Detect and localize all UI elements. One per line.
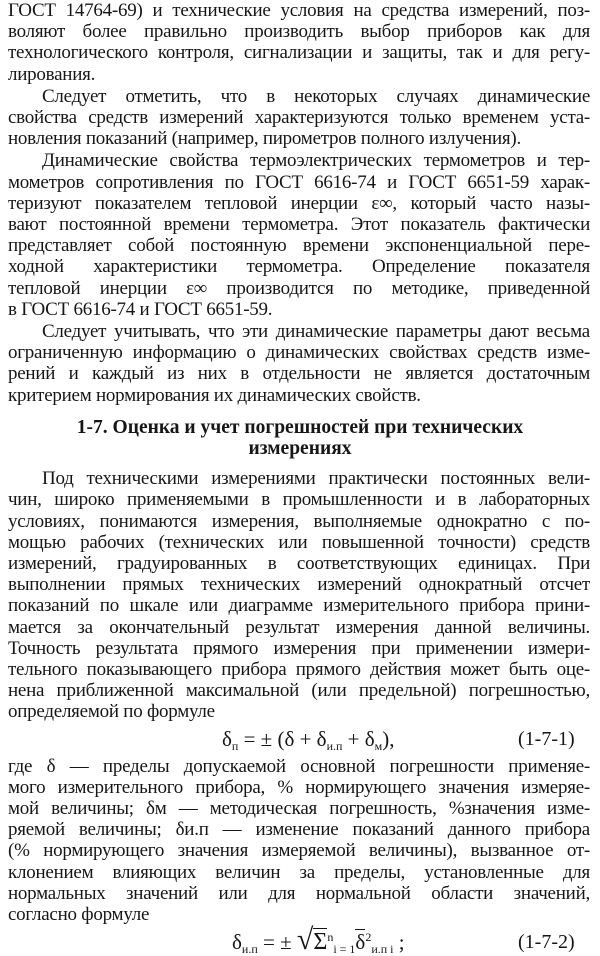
text-line: Под техническими измерениями практически постоянных вели- (42, 468, 590, 490)
formula-sub: п (231, 738, 239, 753)
formula-body: = ± (δ + δ (238, 726, 327, 751)
sigma-icon: Σ (313, 929, 328, 956)
formula-term: δ (355, 930, 366, 955)
formula-lhs: δ (222, 726, 232, 751)
equation-number: (1-7-1) (518, 727, 575, 750)
formula-body: ), (382, 726, 395, 751)
text-line: согласно формуле (8, 904, 150, 925)
formula-tail: ; (393, 930, 405, 955)
formula-sub: и.п (241, 942, 258, 956)
equation-number: (1-7-2) (518, 931, 575, 954)
text-line: технологического контроля, сигнализации и защиты, так и для регу- (8, 42, 590, 64)
text-line: измерений, градуированных в соответствующих единицах. При (8, 553, 590, 574)
text-line: нена приближенной максимальной (или предельной) погрешностью, (8, 680, 590, 702)
text-line: вают постоянной времени термометра. Этот показатель фактически (8, 214, 590, 235)
sum-lower: i = 1 (333, 942, 356, 956)
text-line: клонением влияющих величин за пределы, установленные для (8, 861, 590, 883)
text-line: мого измерительного прибора, % нормирующего значения измеряе- (8, 776, 590, 798)
formula-1-7-1 (222, 726, 395, 752)
text-line: условиях, понимаются измерения, выполняемые однократно с по- (8, 510, 590, 532)
text-line: в ГОСТ 6616-74 и ГОСТ 6651-59. (8, 298, 273, 320)
text-line: выполнении прямых технических измерений однократный отсчет (8, 574, 590, 596)
text-line: Точность результата прямого измерения при применении измери- (8, 637, 590, 659)
text-line: критерием нормирования их динамических свойств. (8, 384, 421, 406)
text-line: лирования. (8, 63, 96, 85)
text-line: ходной характеристики термометра. Определение показателя (8, 256, 590, 278)
text-line: ГОСТ 14764-69) и технические условия на средства измерений, поз- (8, 0, 590, 21)
formula-sub: и.п i (371, 942, 394, 956)
text-line: мометров сопротивления по ГОСТ 6616-74 и ГОСТ 6651-59 харак- (8, 171, 590, 193)
text-line: тельного показывающего прибора прямого действия может быть оце- (8, 659, 590, 680)
text-line: нормальных значений или для нормальной области значений, (8, 882, 590, 904)
text-line: тепловой инерции ε∞ производится по методике, приведенной (8, 277, 590, 299)
text-line: воляют более правильно производить выбор приборов как для (8, 21, 590, 43)
text-line: где δ — пределы допускаемой основной погрешности применяе- (8, 755, 590, 777)
formula-lhs: δ (232, 930, 242, 955)
section-heading: измерениях (248, 438, 352, 459)
text-line: (% нормирующего значения измеряемой величины), вызванное от- (8, 840, 590, 862)
text-line: ряемой величины; δи.п — изменение показаний данного прибора (8, 819, 590, 841)
text-line: свойства средств измерений характеризуются только временем уста- (8, 107, 590, 128)
text-line: мой величины; δм — методическая погрешность, %значения изме- (8, 798, 590, 819)
text-line: ограниченную информацию о динамических свойствах средств изме- (8, 342, 590, 364)
text-line: Следует отметить, что в некоторых случаях динамические (42, 85, 590, 107)
sqrt-icon: √ (296, 923, 314, 956)
formula-1-7-2 (232, 923, 405, 956)
formula-sub: и.п (326, 738, 343, 753)
section-heading: 1-7. Оценка и учет погрешностей при технических (76, 416, 524, 438)
text-line: показаний по шкале или диаграмме измерительного прибора прини- (8, 595, 590, 617)
text-line: чин, широко применяемыми в промышленности и в лабораторных (8, 489, 590, 511)
text-line: теризуют показателем тепловой инерции ε∞, который часто назы- (8, 192, 590, 214)
formula-sup: 2 (365, 930, 372, 945)
text-line: Следует учитывать, что эти динамические параметры дают весьма (42, 321, 590, 342)
text-line: представляет собой постоянную времени экспоненциальной пере- (8, 235, 590, 257)
text-line: рений и каждый из них в отдельности не является достаточным (8, 363, 590, 385)
formula-eq: = ± (257, 930, 297, 955)
formula-body: + δ (342, 726, 375, 751)
text-line: определяемой по формуле (8, 701, 215, 723)
text-line: Динамические свойства термоэлектрических термометров и тер- (42, 150, 590, 172)
text-line: мощью рабочих (технических или повышенной точности) средств (8, 531, 590, 553)
formula-sub: м (374, 738, 383, 753)
text-line: мается за окончательный результат измерения данной величины. (8, 616, 590, 638)
sum-upper: n (327, 930, 334, 945)
text-line: новления показаний (например, пирометров полного излучения). (8, 128, 521, 150)
